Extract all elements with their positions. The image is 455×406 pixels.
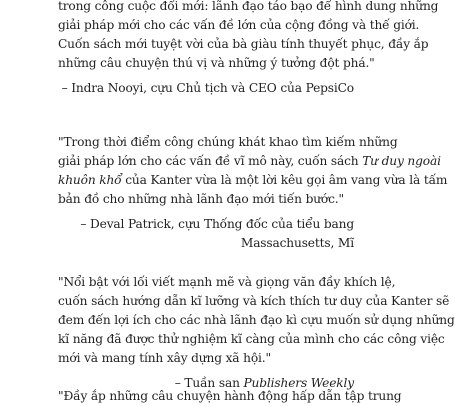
quote-3-text: cuốn sách hướng dẫn kĩ lưỡng và kích thích tư duy của Kanter sẽ: [58, 294, 450, 308]
quote-4-line: [58, 386, 401, 406]
quote-2-line: [58, 189, 344, 209]
quote-1-line: [58, 0, 438, 16]
quote-1-text: giải pháp mới cho các vấn đề lớn của cộng đồng và thế giới.: [58, 18, 420, 32]
quote-3-text: đem đến lợi ích cho các nhà lãnh đạo kì cựu muốn sử dụng những: [58, 313, 455, 327]
quote-2-attribution-text: – Deval Patrick, cựu Thống đốc của tiểu bang: [80, 217, 354, 231]
quote-3-text: mới và mang tính xây dựng xã hội.": [58, 351, 271, 365]
quote-2-text: "Trong thời điểm công chúng khát khao tìm kiếm những: [58, 135, 398, 149]
quote-1-line: [58, 34, 428, 54]
quote-2-line: [58, 170, 447, 190]
quote-2-attribution-text: Massachusetts, Mĩ: [240, 236, 354, 250]
quote-3-line: [58, 310, 455, 330]
quote-3-text: kĩ năng đã được thử nghiệm kĩ càng của mình cho các công việc: [58, 332, 445, 346]
quote-2-text: của Kanter vừa là một lời kêu gọi âm vang vừa là tấm: [121, 173, 448, 187]
quote-4-text: "Đầy ắp những câu chuyện hành động hấp dẫn tập trung: [58, 389, 402, 403]
quote-2-text: giải pháp lớn cho các vấn đề vĩ mô này, cuốn sách: [58, 154, 363, 168]
quote-3-line: [58, 329, 445, 349]
quote-1-attribution-text: – Indra Nooyi, cựu Chủ tịch và CEO của PepsiCo: [61, 81, 354, 95]
quote-1-text: trong công cuộc đổi mới: lãnh đạo táo bạo để hình dung những: [58, 0, 439, 13]
book-title-italic: khuôn khổ: [58, 173, 122, 187]
quote-2-attribution: [80, 214, 354, 234]
quote-3-text: "Nổi bật với lối viết mạnh mẽ và giọng văn đầy khích lệ,: [58, 275, 396, 289]
quote-1-text: Cuốn sách mới tuyệt vời của bà giàu tính thuyết phục, đầy ắp: [58, 37, 429, 51]
quote-1-text: những câu chuyện thú vị và những ý tưởng đột phá.": [58, 56, 375, 70]
quote-2-attribution: [241, 233, 354, 253]
quote-3-attribution-text: – Tuần san: [174, 376, 244, 390]
quote-1-line: [58, 15, 419, 35]
publication-title-italic: Publishers Weekly: [243, 376, 354, 390]
quote-3-line: [58, 291, 449, 311]
quote-1-attribution: [62, 78, 354, 98]
quote-3-line: [58, 272, 395, 292]
quote-2-line: [58, 151, 441, 171]
quote-3-line: [58, 348, 271, 368]
book-title-italic: Tư duy ngoài: [362, 154, 441, 168]
quote-1-line: [58, 53, 375, 73]
quote-2-text: bản đồ cho những nhà lãnh đạo mới tiến bước.": [58, 192, 344, 206]
quote-2-line: [58, 132, 397, 152]
